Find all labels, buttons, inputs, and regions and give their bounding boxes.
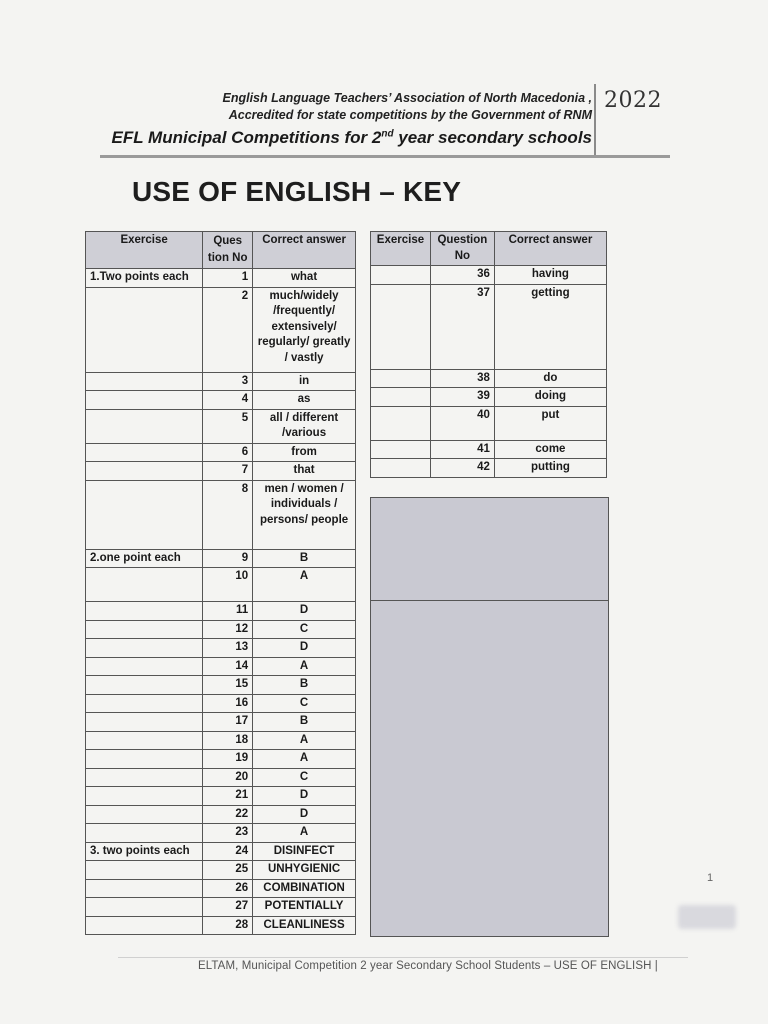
table-row [86, 568, 356, 602]
answer-cell: D [253, 805, 356, 824]
answer-cell: that [253, 462, 356, 481]
table-row [371, 440, 607, 459]
question-number-cell: 5 [203, 409, 253, 443]
exercise-cell [86, 391, 203, 410]
answer-cell: D [253, 602, 356, 621]
header-question-no: Question No [430, 232, 494, 266]
table-row [86, 805, 356, 824]
question-number-cell: 27 [203, 898, 253, 917]
header-correct-answer: Correct answer [494, 232, 606, 266]
exercise-cell [86, 879, 203, 898]
answer-cell: A [253, 657, 356, 676]
exercise-cell [86, 372, 203, 391]
table-row [86, 676, 356, 695]
exercise-cell [86, 480, 203, 549]
answer-cell: as [253, 391, 356, 410]
answer-cell: do [494, 369, 606, 388]
question-number-cell: 20 [203, 768, 253, 787]
page-footer: ELTAM, Municipal Competition 2 year Secondary School Students – USE OF ENGLISH | [198, 960, 658, 972]
question-number-cell: 22 [203, 805, 253, 824]
question-number-cell: 23 [203, 824, 253, 843]
exercise-cell [86, 462, 203, 481]
exercise-cell [86, 568, 203, 602]
page-number: 1 [707, 872, 714, 884]
table-row [86, 657, 356, 676]
exercise-cell [86, 731, 203, 750]
table-row [86, 768, 356, 787]
question-number-cell: 1 [203, 269, 253, 288]
exercise-cell [86, 916, 203, 935]
exercise-cell: 2.one point each [86, 549, 203, 568]
header-exercise: Exercise [86, 232, 203, 269]
answer-cell: D [253, 639, 356, 658]
answer-cell: D [253, 787, 356, 806]
question-number-cell: 25 [203, 861, 253, 880]
exercise-cell [86, 639, 203, 658]
answer-cell: what [253, 269, 356, 288]
header-correct-answer: Correct answer [253, 232, 356, 269]
answer-cell: CLEANLINESS [253, 916, 356, 935]
question-number-cell: 41 [430, 440, 494, 459]
answer-cell: A [253, 824, 356, 843]
answer-cell: C [253, 768, 356, 787]
table-row [86, 462, 356, 481]
exercise-cell [371, 440, 431, 459]
footer-rule [118, 957, 688, 958]
table-row [86, 372, 356, 391]
answer-cell: having [494, 266, 606, 285]
question-number-cell: 14 [203, 657, 253, 676]
exercise-cell [371, 284, 431, 369]
answer-cell: getting [494, 284, 606, 369]
answer-cell: put [494, 406, 606, 440]
question-number-cell: 16 [203, 694, 253, 713]
answer-cell: C [253, 620, 356, 639]
exercise-cell: 3. two points each [86, 842, 203, 861]
exercise-cell [86, 620, 203, 639]
table-row [86, 787, 356, 806]
answer-cell: doing [494, 388, 606, 407]
exercise-cell [86, 602, 203, 621]
exercise-cell [371, 266, 431, 285]
table-row [86, 898, 356, 917]
header-question-no: Ques tion No [203, 232, 253, 269]
question-number-cell: 9 [203, 549, 253, 568]
table-row [371, 406, 607, 440]
answer-cell: A [253, 750, 356, 769]
table-row [371, 388, 607, 407]
exercise-cell [86, 694, 203, 713]
question-number-cell: 10 [203, 568, 253, 602]
question-number-cell: 3 [203, 372, 253, 391]
question-number-cell: 11 [203, 602, 253, 621]
table-row [86, 694, 356, 713]
question-number-cell: 13 [203, 639, 253, 658]
table-row [86, 824, 356, 843]
answer-cell: all / different /various [253, 409, 356, 443]
table-row [86, 842, 356, 861]
question-number-cell: 2 [203, 287, 253, 372]
page-number-smudge [678, 905, 736, 929]
question-number-cell: 24 [203, 842, 253, 861]
table-header-row [86, 232, 356, 269]
question-number-cell: 26 [203, 879, 253, 898]
exercise-cell: 1.Two points each [86, 269, 203, 288]
exercise-cell [86, 657, 203, 676]
table-row [86, 287, 356, 372]
table-row [86, 409, 356, 443]
exercise-cell [86, 443, 203, 462]
table-row [86, 750, 356, 769]
table-row [86, 480, 356, 549]
accreditation-line: Accredited for state competitions by the Government of RNM [228, 108, 592, 122]
page-header [100, 90, 592, 148]
exercise-cell [86, 824, 203, 843]
header-divider [594, 84, 596, 156]
answer-cell: putting [494, 459, 606, 478]
table-row [86, 269, 356, 288]
table-row [86, 639, 356, 658]
table-row [371, 284, 607, 369]
answer-cell: from [253, 443, 356, 462]
answer-key-table-right [370, 231, 607, 478]
answer-cell: A [253, 731, 356, 750]
shaded-filler-upper [370, 497, 609, 602]
answer-key-table-left [85, 231, 356, 935]
exercise-cell [371, 369, 431, 388]
exercise-cell [86, 409, 203, 443]
question-number-cell: 37 [430, 284, 494, 369]
exercise-cell [371, 388, 431, 407]
exercise-cell [86, 676, 203, 695]
question-number-cell: 4 [203, 391, 253, 410]
question-number-cell: 21 [203, 787, 253, 806]
answer-cell: come [494, 440, 606, 459]
question-number-cell: 42 [430, 459, 494, 478]
header-exercise: Exercise [371, 232, 431, 266]
exercise-cell [86, 713, 203, 732]
exercise-cell [371, 459, 431, 478]
competition-title: EFL Municipal Competitions for 2nd year secondary schools [111, 128, 592, 147]
answer-cell: DISINFECT [253, 842, 356, 861]
answer-cell: B [253, 676, 356, 695]
table-row [86, 620, 356, 639]
exercise-cell [86, 787, 203, 806]
question-number-cell: 36 [430, 266, 494, 285]
question-number-cell: 8 [203, 480, 253, 549]
question-number-cell: 17 [203, 713, 253, 732]
question-number-cell: 12 [203, 620, 253, 639]
answer-cell: UNHYGIENIC [253, 861, 356, 880]
table-row [371, 369, 607, 388]
question-number-cell: 38 [430, 369, 494, 388]
table-row [86, 713, 356, 732]
answer-cell: POTENTIALLY [253, 898, 356, 917]
exercise-cell [86, 805, 203, 824]
table-row [86, 602, 356, 621]
question-number-cell: 40 [430, 406, 494, 440]
table-row [371, 459, 607, 478]
question-number-cell: 19 [203, 750, 253, 769]
answer-cell: C [253, 694, 356, 713]
table-row [86, 916, 356, 935]
answer-cell: in [253, 372, 356, 391]
question-number-cell: 18 [203, 731, 253, 750]
table-row [371, 266, 607, 285]
exercise-cell [86, 768, 203, 787]
exercise-cell [86, 898, 203, 917]
answer-cell: men / women / individuals / persons/ people [253, 480, 356, 549]
year-label: 2022 [604, 88, 662, 113]
page-title: USE OF ENGLISH – KEY [132, 176, 462, 207]
association-name: English Language Teachers’ Association of North Macedonia , [222, 91, 592, 105]
question-number-cell: 39 [430, 388, 494, 407]
header-rule [100, 155, 670, 158]
exercise-cell [86, 861, 203, 880]
table-row [86, 731, 356, 750]
answer-cell: much/widely /frequently/ extensively/ regularly/ greatly / vastly [253, 287, 356, 372]
exercise-cell [371, 406, 431, 440]
table-row [86, 861, 356, 880]
question-number-cell: 7 [203, 462, 253, 481]
table-row [86, 391, 356, 410]
table-header-row [371, 232, 607, 266]
question-number-cell: 6 [203, 443, 253, 462]
question-number-cell: 15 [203, 676, 253, 695]
answer-cell: B [253, 713, 356, 732]
table-row [86, 549, 356, 568]
table-row [86, 443, 356, 462]
table-row [86, 879, 356, 898]
answer-cell: A [253, 568, 356, 602]
answer-cell: B [253, 549, 356, 568]
answer-cell: COMBINATION [253, 879, 356, 898]
question-number-cell: 28 [203, 916, 253, 935]
exercise-cell [86, 750, 203, 769]
exercise-cell [86, 287, 203, 372]
shaded-filler-lower [370, 600, 609, 937]
